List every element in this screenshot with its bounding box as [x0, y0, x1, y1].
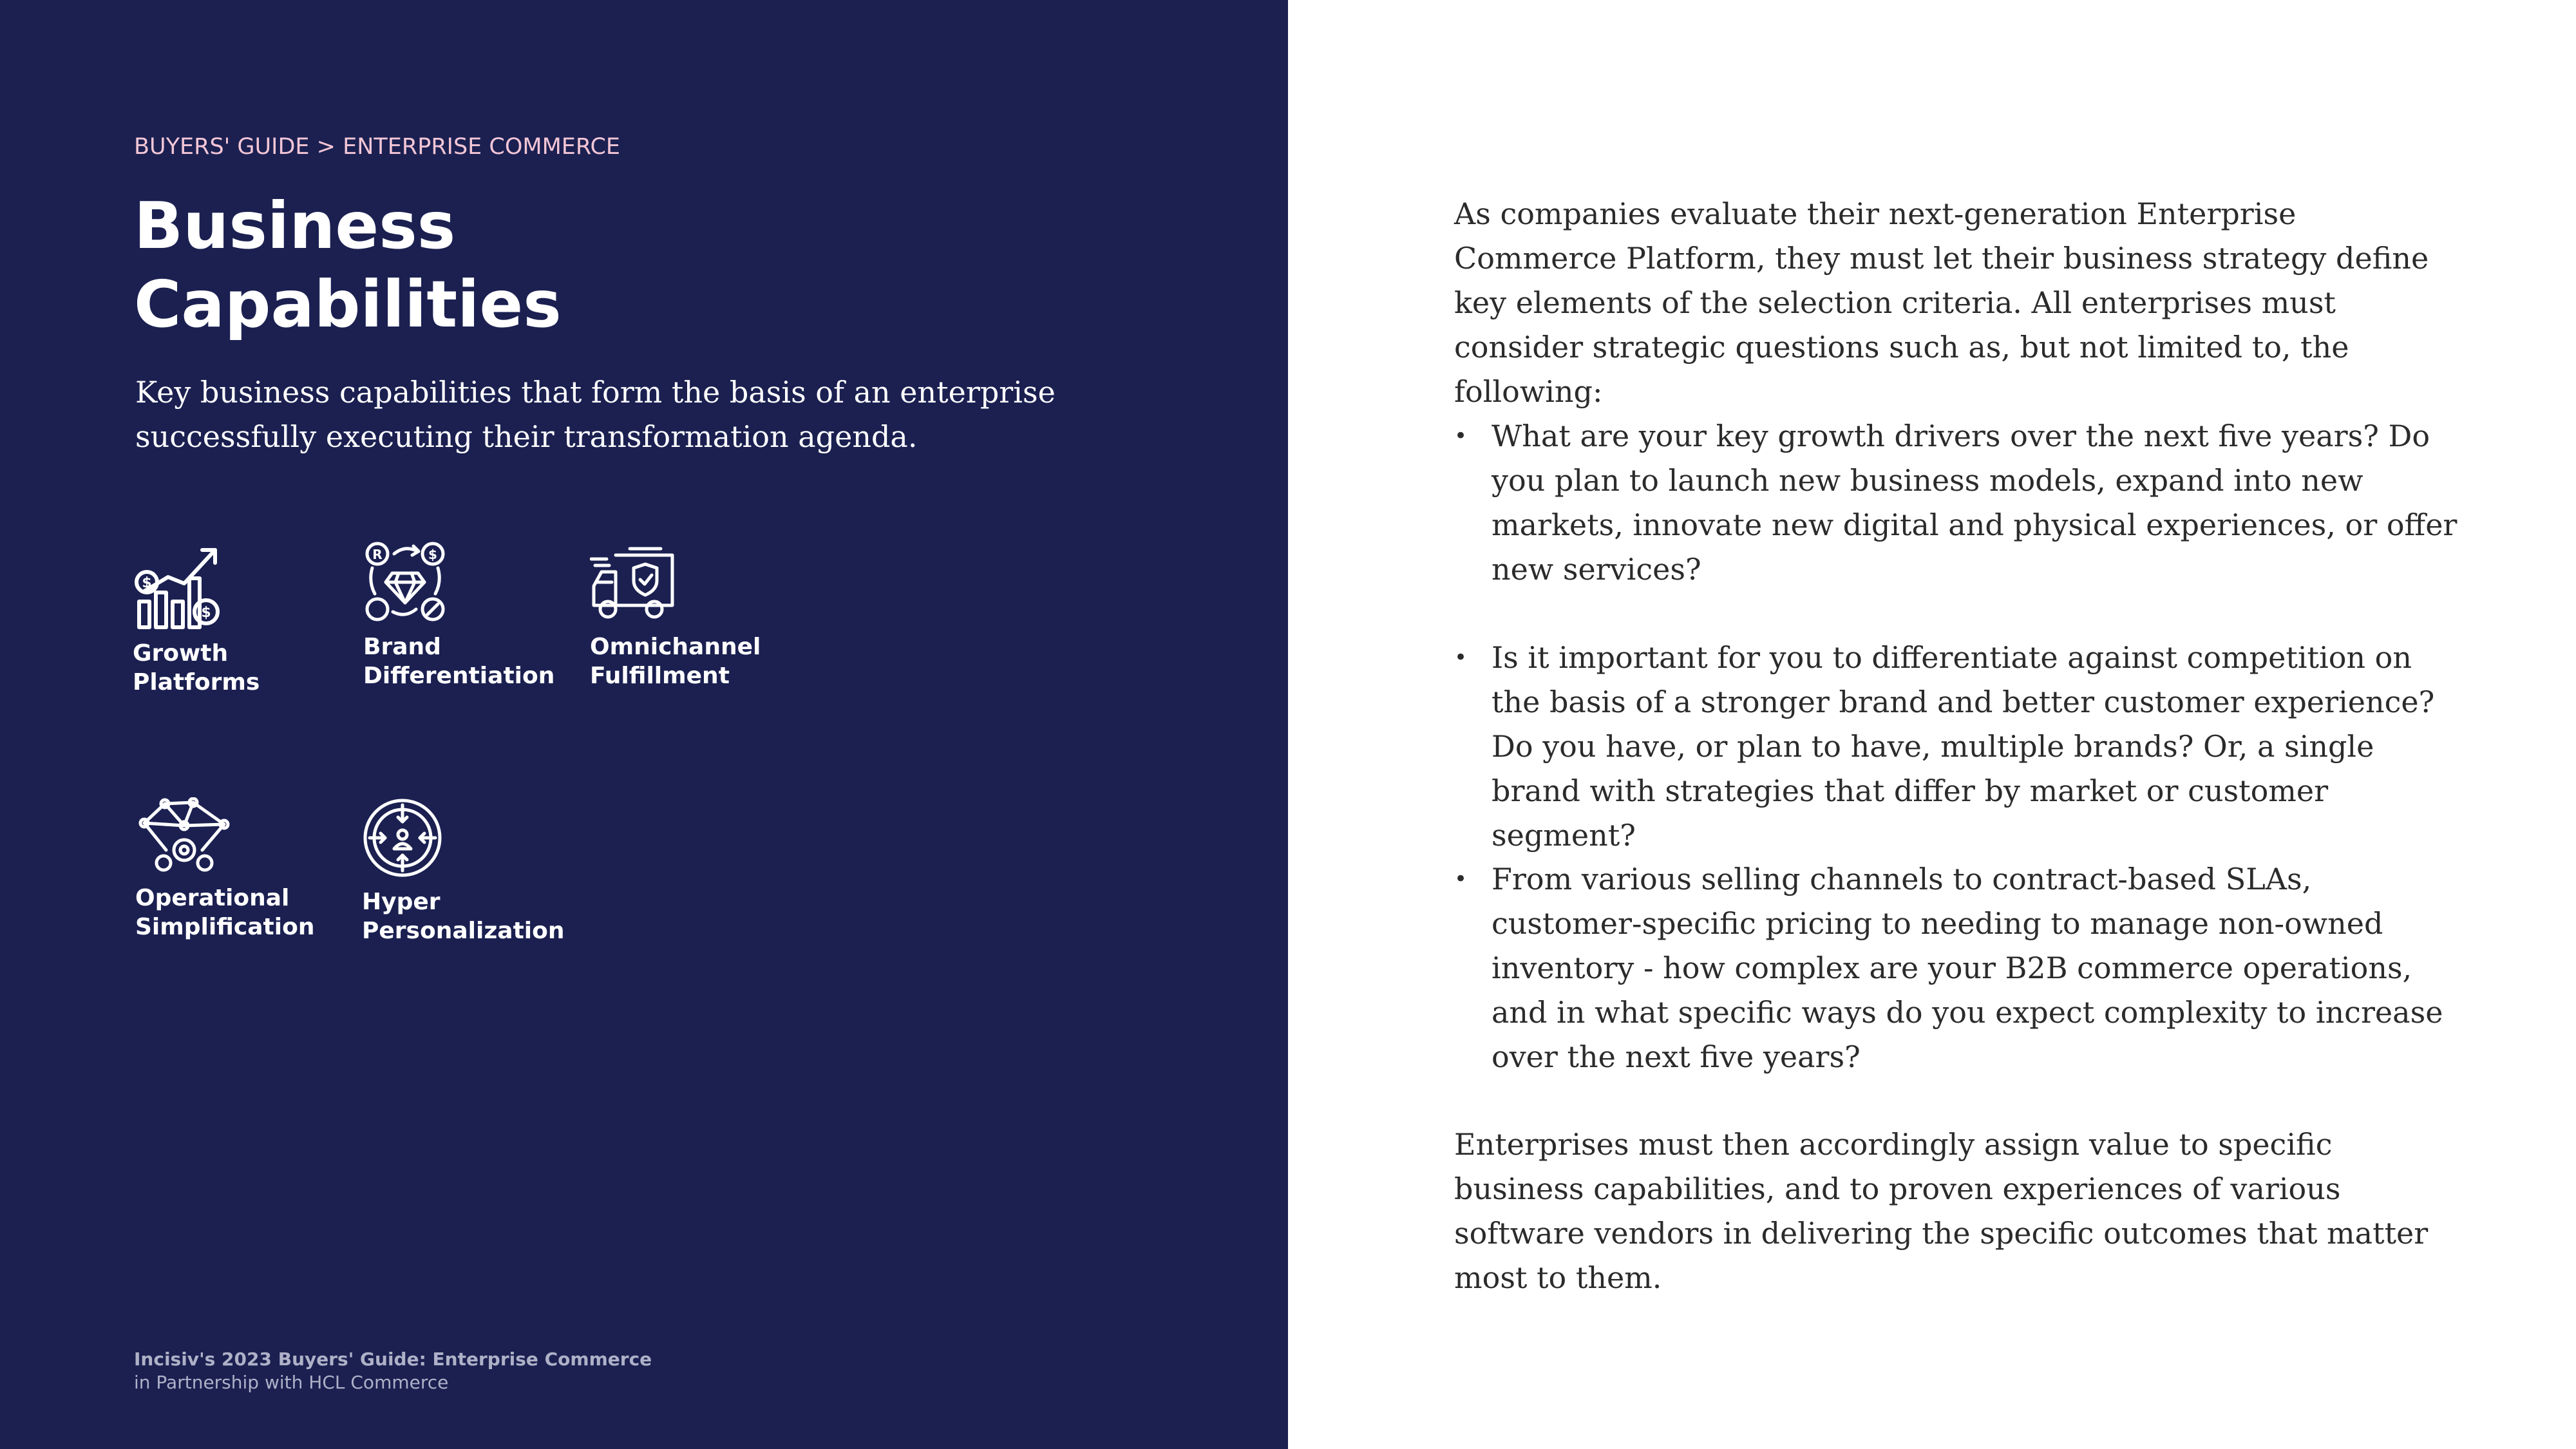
network-gears-icon	[135, 797, 233, 875]
bullet-marker: •	[1454, 645, 1468, 670]
person-target-icon	[362, 797, 443, 878]
capability-operational-simplification	[135, 797, 314, 942]
capability-label: Omnichannel Fulfillment	[590, 634, 761, 689]
intro-paragraph: As companies evaluate their next-generation Enterprise Commerce Platform, they must let their business strategy define key elements of the selection criteria. All enterprises must consider strategic questions such as, but not limited to, the following:	[1454, 196, 2429, 409]
page-title	[134, 187, 842, 344]
capability-hyper-personalization	[362, 797, 564, 945]
bullet-text: From various selling channels to contract-based SLAs, customer-specific pricing to needing to manage non-owned inventory - how complex are your B2B commerce operations, and in what specific ways do you expect complexity to increase over the next five years?	[1492, 862, 2443, 1074]
capability-label: Operational Simplification	[135, 885, 315, 940]
capability-brand-differentiation	[363, 540, 554, 690]
bullet-text: What are your key growth drivers over the next five years? Do you plan to launch new business models, expand into new markets, innovate new digital and physical experiences, or offer new services?	[1492, 419, 2458, 587]
page-subtitle: Key business capabilities that form the basis of an enterprise successfully executing their transformation agenda.	[135, 375, 1056, 454]
svg-text:$: $	[428, 547, 437, 562]
capability-omnichannel-fulfillment	[590, 546, 761, 690]
svg-text:$: $	[142, 575, 152, 591]
title-line-1: Business	[134, 188, 456, 263]
bullet-item-growth	[1454, 414, 2459, 592]
diamond-exchange-icon	[363, 540, 447, 623]
title-line-2: Capabilities	[134, 267, 562, 342]
capability-label: Hyper Personalization	[362, 889, 565, 944]
capability-growth-platforms	[133, 540, 260, 697]
capability-label: Growth Platforms	[133, 640, 260, 696]
bullet-item-brand	[1454, 636, 2459, 858]
svg-text:$: $	[201, 605, 211, 621]
bullet-item-operations	[1454, 857, 2459, 1079]
delivery-truck-icon	[590, 546, 677, 623]
bullet-text: Is it important for you to differentiate against competition on the basis of a stronger brand and better customer experience? Do you have, or plan to have, multiple brands? Or, a single brand with strategies that differ by market or customer segment?	[1492, 640, 2435, 853]
closing-paragraph: Enterprises must then accordingly assign value to specific business capabilities, and to proven experiences of various software vendors in delivering the specific outcomes that matter most to them.	[1454, 1127, 2429, 1295]
growth-chart-icon	[133, 540, 223, 630]
bullet-marker: •	[1454, 866, 1468, 892]
svg-text:R: R	[372, 547, 383, 562]
footer-title: Incisiv's 2023 Buyers' Guide: Enterprise Commerce	[134, 1349, 652, 1370]
footer-subtitle: in Partnership with HCL Commerce	[134, 1372, 449, 1393]
bullet-marker: •	[1454, 423, 1468, 449]
breadcrumb: BUYERS' GUIDE > ENTERPRISE COMMERCE	[134, 134, 621, 160]
capability-label: Brand Differentiation	[363, 634, 555, 689]
